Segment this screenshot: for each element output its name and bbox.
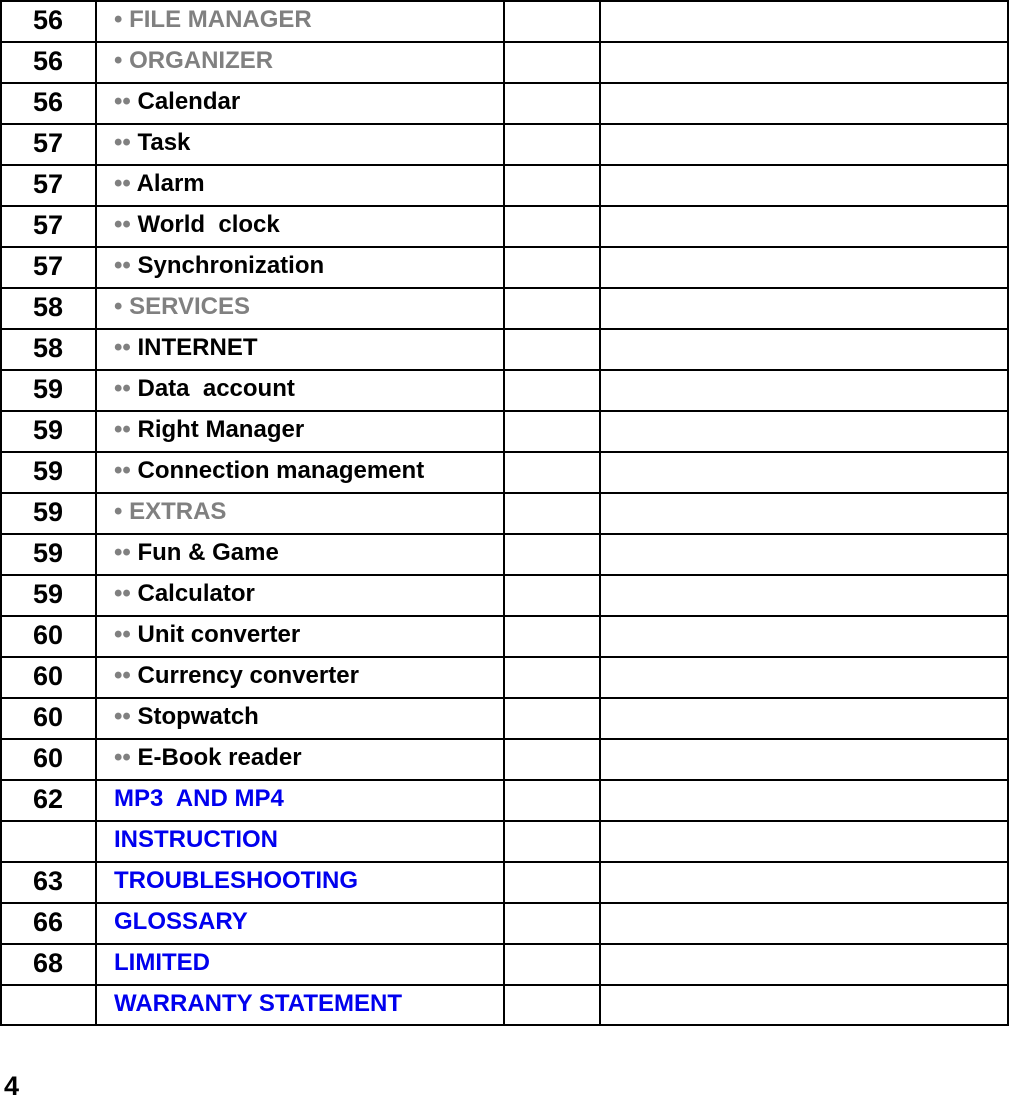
toc-entry[interactable]	[114, 246, 324, 286]
empty-cell	[599, 0, 1009, 41]
toc-entry[interactable]	[114, 943, 210, 983]
toc-entry-label: FILE MANAGER	[129, 6, 312, 33]
empty-cell	[599, 328, 1009, 369]
empty-cell	[599, 123, 1009, 164]
bullet-marker: ••	[114, 457, 138, 484]
toc-row	[0, 369, 1009, 410]
toc-entry-label: TROUBLESHOOTING	[114, 867, 358, 894]
toc-row	[0, 984, 1009, 1025]
toc-entry-label: LIMITED	[114, 949, 210, 976]
toc-page-number: 59	[32, 415, 64, 445]
empty-cell	[599, 164, 1009, 205]
toc-page-number: 60	[32, 661, 64, 691]
toc-entry[interactable]	[114, 451, 424, 491]
toc-page-number: 60	[32, 702, 64, 732]
empty-cell	[503, 861, 600, 902]
toc-page-number: 59	[32, 497, 64, 527]
empty-cell	[599, 205, 1009, 246]
toc-row	[0, 943, 1009, 984]
toc-entry-label: Unit converter	[137, 621, 301, 648]
toc-row	[0, 574, 1009, 615]
empty-cell	[503, 328, 600, 369]
empty-cell	[503, 984, 600, 1026]
empty-cell	[503, 41, 600, 82]
empty-cell	[503, 902, 600, 943]
bullet-marker: ••	[114, 580, 138, 607]
toc-row	[0, 820, 1009, 861]
bullet-marker: ••	[114, 129, 138, 156]
toc-entry[interactable]	[114, 820, 278, 860]
toc-page-number: 57	[32, 251, 64, 281]
toc-row	[0, 615, 1009, 656]
toc-entry[interactable]	[114, 656, 359, 696]
bullet-marker: •	[114, 293, 130, 320]
toc-row	[0, 902, 1009, 943]
empty-cell	[599, 492, 1009, 533]
bullet-marker: ••	[114, 744, 138, 771]
empty-cell	[599, 738, 1009, 779]
empty-cell	[503, 451, 600, 492]
empty-cell	[503, 0, 600, 41]
page-cell	[0, 820, 96, 861]
toc-entry-label: E-Book reader	[137, 744, 302, 771]
empty-cell	[503, 738, 600, 779]
bullet-marker: ••	[114, 375, 138, 402]
toc-entry-label: Data account	[137, 375, 295, 402]
toc-entry-label: Calculator	[137, 580, 255, 607]
toc-entry[interactable]	[114, 779, 284, 819]
empty-cell	[503, 123, 600, 164]
toc-page-number: 57	[32, 169, 64, 199]
empty-cell	[599, 902, 1009, 943]
toc-entry[interactable]	[114, 287, 250, 327]
toc-page-number: 56	[32, 87, 64, 117]
toc-entry[interactable]	[114, 369, 295, 409]
toc-row	[0, 164, 1009, 205]
toc-entry[interactable]	[114, 902, 248, 942]
empty-cell	[503, 656, 600, 697]
toc-page-number: 59	[32, 456, 64, 486]
empty-cell	[599, 697, 1009, 738]
empty-cell	[599, 287, 1009, 328]
toc-page-number: 59	[32, 538, 64, 568]
toc-entry[interactable]	[114, 984, 402, 1024]
empty-cell	[599, 943, 1009, 984]
toc-entry-label: MP3 AND MP4	[114, 785, 284, 812]
empty-cell	[503, 820, 600, 861]
toc-entry[interactable]	[114, 410, 304, 450]
toc-row	[0, 328, 1009, 369]
toc-row	[0, 123, 1009, 164]
toc-entry-label: Currency converter	[137, 662, 359, 689]
toc-entry[interactable]	[114, 205, 280, 245]
bullet-marker: ••	[114, 88, 138, 115]
empty-cell	[503, 697, 600, 738]
toc-entry[interactable]	[114, 738, 302, 778]
empty-cell	[503, 246, 600, 287]
toc-row	[0, 205, 1009, 246]
toc-entry-label: Calendar	[137, 88, 241, 115]
toc-page-number: 60	[32, 620, 64, 650]
toc-entry-label: INTERNET	[137, 334, 258, 361]
bullet-marker: •	[114, 498, 130, 525]
empty-cell	[503, 205, 600, 246]
toc-entry-label: Alarm	[136, 170, 205, 197]
empty-cell	[599, 984, 1009, 1026]
toc-page-number: 57	[32, 210, 64, 240]
empty-cell	[599, 779, 1009, 820]
empty-cell	[599, 451, 1009, 492]
empty-cell	[599, 861, 1009, 902]
empty-cell	[599, 246, 1009, 287]
empty-cell	[599, 615, 1009, 656]
bullet-marker: ••	[114, 703, 138, 730]
toc-entry-label: ORGANIZER	[129, 47, 274, 74]
empty-cell	[503, 369, 600, 410]
toc-entry[interactable]	[114, 492, 226, 532]
bullet-marker: ••	[114, 539, 138, 566]
empty-cell	[599, 369, 1009, 410]
toc-row	[0, 82, 1009, 123]
toc-page-number: 68	[32, 948, 64, 978]
toc-row	[0, 287, 1009, 328]
toc-page-number: 60	[32, 743, 64, 773]
toc-row	[0, 246, 1009, 287]
toc-entry[interactable]	[114, 41, 273, 81]
toc-row	[0, 533, 1009, 574]
toc-page-number: 57	[32, 128, 64, 158]
toc-page-number: 59	[32, 374, 64, 404]
toc-entry-label: World clock	[137, 211, 280, 238]
empty-cell	[503, 615, 600, 656]
toc-page-number: 58	[32, 333, 64, 363]
empty-cell	[599, 656, 1009, 697]
toc-entry-label: Connection management	[137, 457, 425, 484]
empty-cell	[599, 574, 1009, 615]
page-cell	[0, 984, 96, 1026]
bullet-marker: ••	[114, 170, 137, 197]
bullet-marker: ••	[114, 334, 138, 361]
toc-row	[0, 451, 1009, 492]
toc-row	[0, 492, 1009, 533]
empty-cell	[503, 492, 600, 533]
toc-entry-label: Fun & Game	[137, 539, 279, 566]
toc-entry[interactable]	[114, 82, 240, 122]
toc-page-number: 63	[32, 866, 64, 896]
toc-row	[0, 697, 1009, 738]
toc-entry-label: Right Manager	[137, 416, 305, 443]
footer-page-number: 4	[4, 1071, 20, 1101]
toc-page-number: 59	[32, 579, 64, 609]
bullet-marker: ••	[114, 211, 138, 238]
toc-entry[interactable]	[114, 0, 312, 40]
bullet-marker: ••	[114, 252, 138, 279]
bullet-marker: ••	[114, 621, 138, 648]
toc-entry[interactable]	[114, 123, 190, 163]
toc-row	[0, 656, 1009, 697]
toc-page-number: 56	[32, 46, 64, 76]
toc-entry-label: Stopwatch	[137, 703, 259, 730]
empty-cell	[503, 943, 600, 984]
toc-entry-label: WARRANTY STATEMENT	[114, 990, 402, 1017]
bullet-marker: •	[114, 47, 130, 74]
empty-cell	[503, 82, 600, 123]
toc-entry-label: EXTRAS	[129, 498, 227, 525]
toc-page-number: 66	[32, 907, 64, 937]
empty-cell	[503, 410, 600, 451]
empty-cell	[599, 41, 1009, 82]
empty-cell	[503, 779, 600, 820]
toc-entry-label: Synchronization	[137, 252, 325, 279]
toc-entry[interactable]	[114, 697, 259, 737]
toc-row	[0, 861, 1009, 902]
toc-entry[interactable]	[114, 861, 358, 901]
toc-row	[0, 0, 1009, 41]
toc-entry-label: INSTRUCTION	[114, 826, 278, 853]
toc-page-number: 58	[32, 292, 64, 322]
toc-row	[0, 779, 1009, 820]
empty-cell	[503, 287, 600, 328]
bullet-marker: ••	[114, 662, 138, 689]
toc-entry[interactable]	[114, 164, 205, 204]
bullet-marker: ••	[114, 416, 138, 443]
toc-entry-label: SERVICES	[129, 293, 251, 320]
empty-cell	[599, 533, 1009, 574]
toc-row	[0, 738, 1009, 779]
empty-cell	[503, 533, 600, 574]
empty-cell	[599, 410, 1009, 451]
toc-entry[interactable]	[114, 328, 257, 368]
toc-row	[0, 410, 1009, 451]
toc-entry-label: Task	[137, 129, 191, 156]
toc-entry[interactable]	[114, 615, 300, 655]
empty-cell	[503, 574, 600, 615]
toc-page-number: 62	[32, 784, 64, 814]
empty-cell	[599, 820, 1009, 861]
empty-cell	[503, 164, 600, 205]
toc-row	[0, 41, 1009, 82]
toc-entry[interactable]	[114, 574, 255, 614]
toc-page-number: 56	[32, 5, 64, 35]
toc-entry-label: GLOSSARY	[114, 908, 248, 935]
toc-entry[interactable]	[114, 533, 279, 573]
bullet-marker: •	[114, 6, 130, 33]
empty-cell	[599, 82, 1009, 123]
